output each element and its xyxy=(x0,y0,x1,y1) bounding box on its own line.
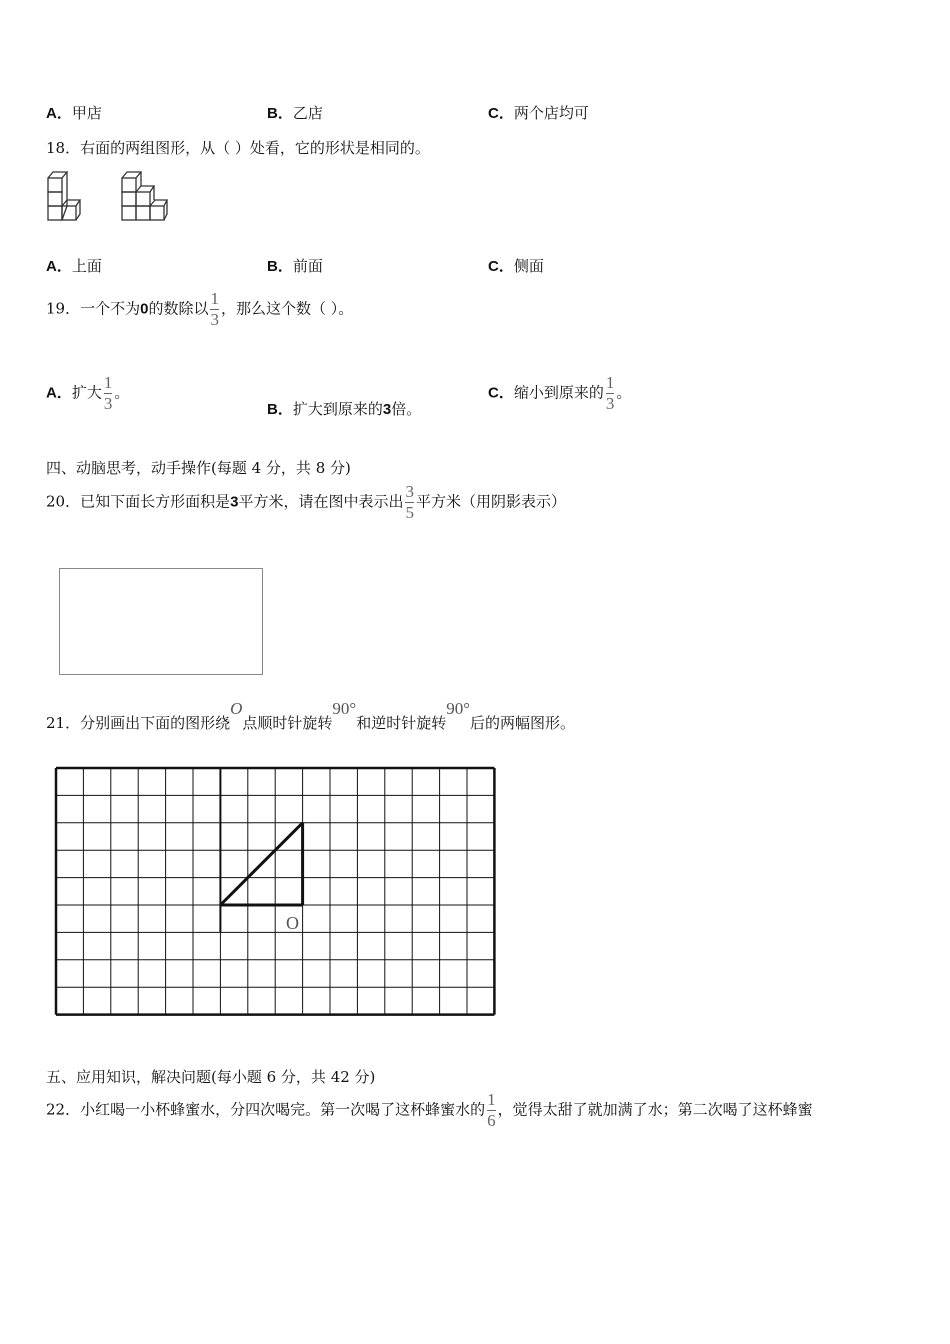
q19-option-c xyxy=(488,374,631,413)
option-text: 两个店均可 xyxy=(513,104,589,122)
text: 19．一个不为 xyxy=(46,299,141,318)
option-text: 扩大到原来的 xyxy=(292,400,383,418)
option-letter: B． xyxy=(267,105,293,122)
number: 0 xyxy=(140,300,149,318)
option-text: 前面 xyxy=(292,257,323,275)
q20-text xyxy=(46,483,566,522)
option-text: 。 xyxy=(114,383,130,402)
option-text: 。 xyxy=(616,383,632,402)
option-letter: C． xyxy=(488,258,514,275)
q18-option-a xyxy=(46,255,102,276)
denominator: 3 xyxy=(103,394,113,413)
angle: 90° xyxy=(332,699,357,718)
q19-option-a xyxy=(46,374,129,413)
q19-option-b xyxy=(267,398,421,419)
option-letter: C． xyxy=(488,384,514,402)
text: ，觉得太甜了就加满了水；第二次喝了这杯蜂蜜 xyxy=(497,1100,813,1119)
q18-option-b xyxy=(267,255,323,276)
q17-option-b xyxy=(267,102,323,123)
fraction xyxy=(487,1091,496,1130)
number: 3 xyxy=(382,401,392,418)
q19-text xyxy=(46,290,353,329)
option-text: 乙店 xyxy=(292,104,323,122)
option-letter: B． xyxy=(267,401,293,418)
text: ，那么这个数（ ）。 xyxy=(220,299,354,318)
fraction xyxy=(210,290,219,329)
q21-text xyxy=(46,699,576,733)
text: 后的两幅图形。 xyxy=(470,714,576,732)
text: 的数除以 xyxy=(148,299,209,318)
fraction xyxy=(104,374,113,413)
option-text: 侧面 xyxy=(513,257,544,275)
section-5-heading: 五、应用知识，解决问题(每小题 6 分，共 42 分) xyxy=(46,1068,376,1086)
option-letter: C． xyxy=(488,105,514,122)
text: 20．已知下面长方形面积是 xyxy=(46,492,231,511)
q17-option-c xyxy=(488,102,589,123)
option-letter: B． xyxy=(267,258,293,275)
fraction xyxy=(405,483,414,522)
triangle-edge xyxy=(220,823,302,905)
q18-text: 18．右面的两组图形，从（ ）处看，它的形状是相同的。 xyxy=(46,139,430,157)
number: 3 xyxy=(230,493,239,511)
rectangle-figure[interactable] xyxy=(59,568,263,675)
section-4-heading: 四、动脑思考，动手操作(每题 4 分，共 8 分) xyxy=(46,459,351,477)
numerator: 1 xyxy=(605,373,615,392)
option-text: 扩大 xyxy=(71,383,102,402)
denominator: 3 xyxy=(210,310,219,329)
point-o: O xyxy=(230,699,243,718)
text: 平方米（用阴影表示） xyxy=(415,492,566,511)
denominator: 5 xyxy=(405,503,414,522)
option-text: 倍。 xyxy=(391,400,422,418)
numerator: 1 xyxy=(103,373,113,392)
text: 点顺时针旋转 xyxy=(242,714,333,732)
option-text: 缩小到原来的 xyxy=(513,383,604,402)
text: 21．分别画出下面的图形绕 xyxy=(46,714,231,732)
q17-option-a xyxy=(46,102,102,123)
option-text: 上面 xyxy=(71,257,102,275)
fraction xyxy=(606,374,615,413)
text: 22．小红喝一小杯蜂蜜水，分四次喝完。第一次喝了这杯蜂蜜水的 xyxy=(46,1100,486,1119)
q22-text xyxy=(46,1091,813,1130)
text: 和逆时针旋转 xyxy=(356,714,447,732)
numerator: 1 xyxy=(210,289,219,308)
option-letter: A． xyxy=(46,258,72,275)
option-text: 甲店 xyxy=(71,104,102,122)
denominator: 6 xyxy=(487,1111,496,1130)
cubes-figure xyxy=(44,168,174,224)
text: 平方米，请在图中表示出 xyxy=(238,492,404,511)
rotation-grid[interactable] xyxy=(50,762,500,1022)
numerator: 1 xyxy=(487,1090,496,1109)
option-letter: A． xyxy=(46,384,72,402)
grid-point-o-label: O xyxy=(286,913,299,933)
denominator: 3 xyxy=(605,394,615,413)
option-letter: A． xyxy=(46,105,72,122)
q18-option-c xyxy=(488,255,544,276)
numerator: 3 xyxy=(405,482,414,501)
angle: 90° xyxy=(446,699,471,718)
